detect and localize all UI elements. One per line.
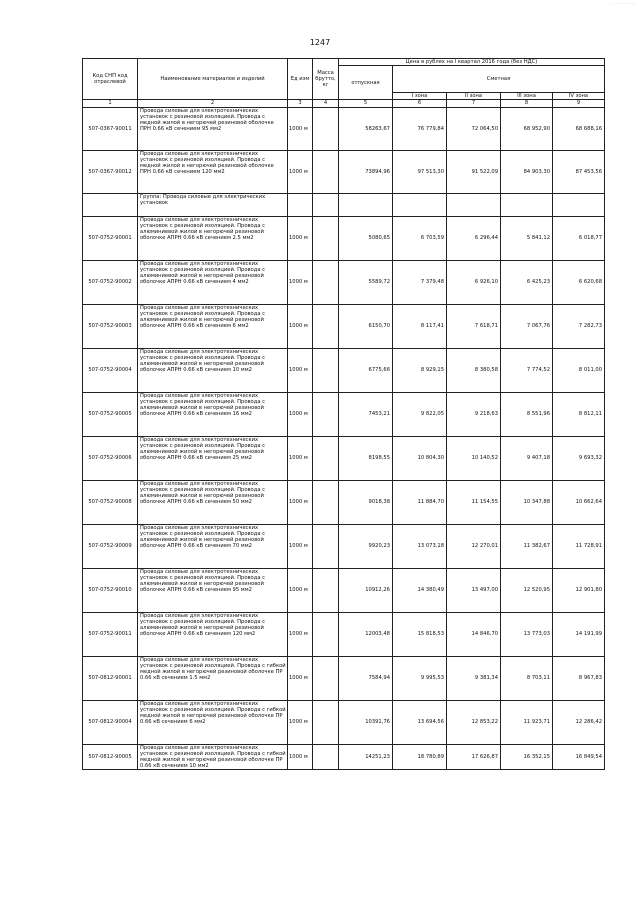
row-zone-1-price: 18 780,89 (393, 745, 447, 770)
row-name: Провода силовые для электротехнических установок с резиновой изоляцией. Провода с алюминиевой жилой в негорючей резиновой оболочке АПРН 0.66 кВ сечением 95 мм2 (138, 569, 288, 613)
row-zone-2-price: 9 218,63 (447, 393, 501, 437)
header-zone-2: II зона (447, 92, 501, 99)
row-zone-2-price: 11 154,55 (447, 481, 501, 525)
row-mass (313, 217, 339, 261)
row-release-price: 7584,94 (339, 657, 393, 701)
row-unit: 1000 м (288, 745, 313, 770)
row-release-price: 5080,65 (339, 217, 393, 261)
row-code: 507-0752-90009 (83, 525, 138, 569)
row-zone-3-price: 16 352,15 (501, 745, 553, 770)
row-zone-1-price: 7 379,48 (393, 261, 447, 305)
row-code: 507-0752-90002 (83, 261, 138, 305)
row-release-price: 58263,67 (339, 108, 393, 151)
group-title: Группа: Провода силовые для электрических установок (138, 194, 288, 217)
row-zone-2-price: 91 522,09 (447, 151, 501, 194)
row-zone-4-price: 8 967,83 (553, 657, 605, 701)
row-mass (313, 349, 339, 393)
row-unit: 1000 м (288, 481, 313, 525)
row-code: 507-0752-90010 (83, 569, 138, 613)
row-zone-2-price: 7 618,71 (447, 305, 501, 349)
row-code: 507-0752-90008 (83, 481, 138, 525)
row-zone-4-price: 6 018,77 (553, 217, 605, 261)
row-zone-3-price: 8 703,11 (501, 657, 553, 701)
row-zone-3-price: 6 425,23 (501, 261, 553, 305)
table-row (83, 745, 605, 770)
group-row (83, 194, 605, 217)
table-row (83, 613, 605, 657)
row-mass (313, 525, 339, 569)
row-zone-3-price: 11 382,67 (501, 525, 553, 569)
row-mass (313, 481, 339, 525)
row-code: 507-0752-90005 (83, 393, 138, 437)
row-code: 507-0812-90001 (83, 657, 138, 701)
row-zone-1-price: 15 818,53 (393, 613, 447, 657)
row-mass (313, 745, 339, 770)
table-row (83, 393, 605, 437)
row-zone-2-price: 10 140,52 (447, 437, 501, 481)
row-zone-4-price: 87 453,56 (553, 151, 605, 194)
header-zone-3: III зона (501, 92, 553, 99)
row-unit: 1000 м (288, 569, 313, 613)
row-name: Провода силовые для электротехнических установок с резиновой изоляцией. Провода с алюминиевой жилой в негорючей резиновой оболочке АПРН 0.66 кВ сечением 70 мм2 (138, 525, 288, 569)
row-zone-4-price: 8 011,00 (553, 349, 605, 393)
table-row (83, 151, 605, 194)
row-zone-4-price: 14 191,99 (553, 613, 605, 657)
col-num-4: 4 (313, 100, 339, 108)
row-zone-3-price: 12 520,95 (501, 569, 553, 613)
row-zone-1-price: 10 804,30 (393, 437, 447, 481)
group-empty-cell (553, 194, 605, 217)
header-estimate: Сметная (393, 66, 605, 93)
row-mass (313, 261, 339, 305)
col-num-9: 9 (553, 100, 605, 108)
row-name: Провода силовые для электротехнических установок с резиновой изоляцией. Провода с гибкой медной жилой в негорючей резиновой оболочке ПР 0.66 кВ сечением 1.5 мм2 (138, 657, 288, 701)
row-release-price: 5589,72 (339, 261, 393, 305)
row-zone-4-price: 8 812,11 (553, 393, 605, 437)
row-release-price: 6150,70 (339, 305, 393, 349)
row-zone-2-price: 12 270,01 (447, 525, 501, 569)
row-zone-3-price: 5 841,12 (501, 217, 553, 261)
row-code: 507-0367-90011 (83, 108, 138, 151)
row-mass (313, 393, 339, 437)
row-release-price: 7453,21 (339, 393, 393, 437)
row-release-price: 14251,23 (339, 745, 393, 770)
row-zone-1-price: 6 703,59 (393, 217, 447, 261)
col-num-7: 7 (447, 100, 501, 108)
row-zone-2-price: 8 380,58 (447, 349, 501, 393)
row-zone-3-price: 13 773,03 (501, 613, 553, 657)
row-zone-3-price: 7 067,76 (501, 305, 553, 349)
row-mass (313, 569, 339, 613)
table-row (83, 305, 605, 349)
header-price: Цена в рублях на I квартал 2016 года (без НДС) (339, 59, 605, 66)
page-number: 1247 (309, 38, 331, 47)
col-num-5: 5 (339, 100, 393, 108)
row-zone-4-price: 11 728,91 (553, 525, 605, 569)
header-code: Код СНП код отраслевой (83, 59, 138, 100)
row-name: Провода силовые для электротехнических установок с резиновой изоляцией. Провода с гибкой медной жилой в негорючей резиновой оболочке ПР 0.66 кВ сечением 10 мм2 (138, 745, 288, 770)
header-row-1 (83, 59, 605, 66)
row-name: Провода силовые для электротехнических установок с резиновой изоляцией. Провода с алюминиевой жилой в негорючей резиновой оболочке АПРН 0.66 кВ сечением 120 мм2 (138, 613, 288, 657)
row-code: 507-0812-90004 (83, 701, 138, 745)
row-zone-2-price: 72 064,50 (447, 108, 501, 151)
row-unit: 1000 м (288, 261, 313, 305)
header-release: отпускная (339, 66, 393, 100)
table-row (83, 108, 605, 151)
table-row (83, 217, 605, 261)
row-name: Провода силовые для электротехнических установок с резиновой изоляцией. Провода с алюминиевой жилой в негорючей резиновой оболочке АПРН 0.66 кВ сечением 10 мм2 (138, 349, 288, 393)
row-zone-4-price: 68 688,16 (553, 108, 605, 151)
row-code: 507-0752-90011 (83, 613, 138, 657)
column-number-row (83, 100, 605, 108)
row-release-price: 6775,66 (339, 349, 393, 393)
row-name: Провода силовые для электротехнических установок с резиновой изоляцией. Провода с алюминиевой жилой в негорючей резиновой оболочке АПРН 0.66 кВ сечением 16 мм2 (138, 393, 288, 437)
row-name: Провода силовые для электротехнических установок с резиновой изоляцией. Провода с алюминиевой жилой в негорючей резиновой оболочке АПРН 0.66 кВ сечением 6 мм2 (138, 305, 288, 349)
group-empty-cell (288, 194, 313, 217)
row-zone-1-price: 8 929,15 (393, 349, 447, 393)
table-row (83, 657, 605, 701)
group-empty-cell (501, 194, 553, 217)
row-unit: 1000 м (288, 108, 313, 151)
header-zone-4: IV зона (553, 92, 605, 99)
row-zone-3-price: 84 903,30 (501, 151, 553, 194)
table-row (83, 569, 605, 613)
row-mass (313, 108, 339, 151)
row-zone-3-price: 10 347,88 (501, 481, 553, 525)
row-code: 507-0752-90004 (83, 349, 138, 393)
price-table (82, 58, 605, 770)
row-name: Провода силовые для электротехнических установок с резиновой изоляцией. Провода с алюминиевой жилой в негорючей резиновой оболочке АПРН 0.66 кВ сечением 2.5 мм2 (138, 217, 288, 261)
row-zone-2-price: 6 296,44 (447, 217, 501, 261)
row-zone-2-price: 9 381,34 (447, 657, 501, 701)
row-zone-1-price: 9 822,05 (393, 393, 447, 437)
row-name: Провода силовые для электротехнических установок с резиновой изоляцией. Провода с медной жилой в негорючей резиновой оболочке ПРН 0.66 кВ сечением 95 мм2 (138, 108, 288, 151)
row-zone-1-price: 14 380,49 (393, 569, 447, 613)
table-row (83, 481, 605, 525)
row-mass (313, 151, 339, 194)
row-mass (313, 657, 339, 701)
row-unit: 1000 м (288, 437, 313, 481)
row-zone-3-price: 8 551,96 (501, 393, 553, 437)
row-zone-4-price: 12 901,80 (553, 569, 605, 613)
row-release-price: 12003,48 (339, 613, 393, 657)
row-name: Провода силовые для электротехнических установок с резиновой изоляцией. Провода с алюминиевой жилой в негорючей резиновой оболочке АПРН 0.66 кВ сечением 4 мм2 (138, 261, 288, 305)
row-unit: 1000 м (288, 305, 313, 349)
row-zone-2-price: 12 853,22 (447, 701, 501, 745)
row-unit: 1000 м (288, 217, 313, 261)
corner-mark: . . . . . . . . (612, 0, 636, 6)
header-mass: Масса брутто, кг (313, 59, 339, 100)
row-release-price: 10912,26 (339, 569, 393, 613)
row-zone-1-price: 97 513,30 (393, 151, 447, 194)
group-empty-cell (83, 194, 138, 217)
header-zone-1: I зона (393, 92, 447, 99)
row-release-price: 9018,38 (339, 481, 393, 525)
row-unit: 1000 м (288, 349, 313, 393)
row-mass (313, 305, 339, 349)
row-unit: 1000 м (288, 701, 313, 745)
row-zone-3-price: 11 923,71 (501, 701, 553, 745)
row-code: 507-0752-90006 (83, 437, 138, 481)
row-unit: 1000 м (288, 151, 313, 194)
row-unit: 1000 м (288, 613, 313, 657)
row-zone-4-price: 12 286,42 (553, 701, 605, 745)
table-row (83, 437, 605, 481)
row-release-price: 10391,76 (339, 701, 393, 745)
row-zone-3-price: 68 952,90 (501, 108, 553, 151)
row-zone-1-price: 13 073,18 (393, 525, 447, 569)
row-zone-4-price: 10 662,64 (553, 481, 605, 525)
row-name: Провода силовые для электротехнических установок с резиновой изоляцией. Провода с алюминиевой жилой в негорючей резиновой оболочке АПРН 0.66 кВ сечением 25 мм2 (138, 437, 288, 481)
row-code: 507-0367-90012 (83, 151, 138, 194)
table-row (83, 701, 605, 745)
table-body (83, 108, 605, 770)
col-num-1: 1 (83, 100, 138, 108)
row-release-price: 9920,23 (339, 525, 393, 569)
row-zone-4-price: 9 693,32 (553, 437, 605, 481)
table-row (83, 349, 605, 393)
row-code: 507-0752-90001 (83, 217, 138, 261)
row-zone-2-price: 13 497,00 (447, 569, 501, 613)
row-mass (313, 701, 339, 745)
row-release-price: 73894,96 (339, 151, 393, 194)
row-release-price: 8198,55 (339, 437, 393, 481)
row-zone-4-price: 16 849,54 (553, 745, 605, 770)
group-empty-cell (447, 194, 501, 217)
col-num-2: 2 (138, 100, 288, 108)
col-num-6: 6 (393, 100, 447, 108)
row-zone-1-price: 9 995,53 (393, 657, 447, 701)
row-name: Провода силовые для электротехнических установок с резиновой изоляцией. Провода с алюминиевой жилой в негорючей резиновой оболочке АПРН 0.66 кВ сечением 50 мм2 (138, 481, 288, 525)
row-zone-3-price: 9 407,18 (501, 437, 553, 481)
row-zone-2-price: 17 626,87 (447, 745, 501, 770)
col-num-8: 8 (501, 100, 553, 108)
row-zone-3-price: 7 774,52 (501, 349, 553, 393)
row-mass (313, 613, 339, 657)
row-mass (313, 437, 339, 481)
col-num-3: 3 (288, 100, 313, 108)
row-zone-2-price: 14 846,70 (447, 613, 501, 657)
row-unit: 1000 м (288, 657, 313, 701)
header-name: Наименование материалов и изделий (138, 59, 288, 100)
row-zone-1-price: 76 779,84 (393, 108, 447, 151)
row-zone-4-price: 6 620,68 (553, 261, 605, 305)
row-code: 507-0752-90003 (83, 305, 138, 349)
row-zone-2-price: 6 926,10 (447, 261, 501, 305)
row-name: Провода силовые для электротехнических установок с резиновой изоляцией. Провода с медной жилой в негорючей резиновой оболочке ПРН 0.66 кВ сечением 120 мм2 (138, 151, 288, 194)
row-name: Провода силовые для электротехнических установок с резиновой изоляцией. Провода с гибкой медной жилой в негорючей резиновой оболочке ПР 0.66 кВ сечением 6 мм2 (138, 701, 288, 745)
row-unit: 1000 м (288, 393, 313, 437)
row-zone-4-price: 7 282,73 (553, 305, 605, 349)
group-empty-cell (339, 194, 393, 217)
row-unit: 1000 м (288, 525, 313, 569)
row-zone-1-price: 11 884,70 (393, 481, 447, 525)
row-zone-1-price: 8 117,41 (393, 305, 447, 349)
row-code: 507-0812-90005 (83, 745, 138, 770)
header-unit: Ед изм (288, 59, 313, 100)
table-row (83, 261, 605, 305)
row-zone-1-price: 13 694,56 (393, 701, 447, 745)
group-empty-cell (393, 194, 447, 217)
group-empty-cell (313, 194, 339, 217)
table-row (83, 525, 605, 569)
